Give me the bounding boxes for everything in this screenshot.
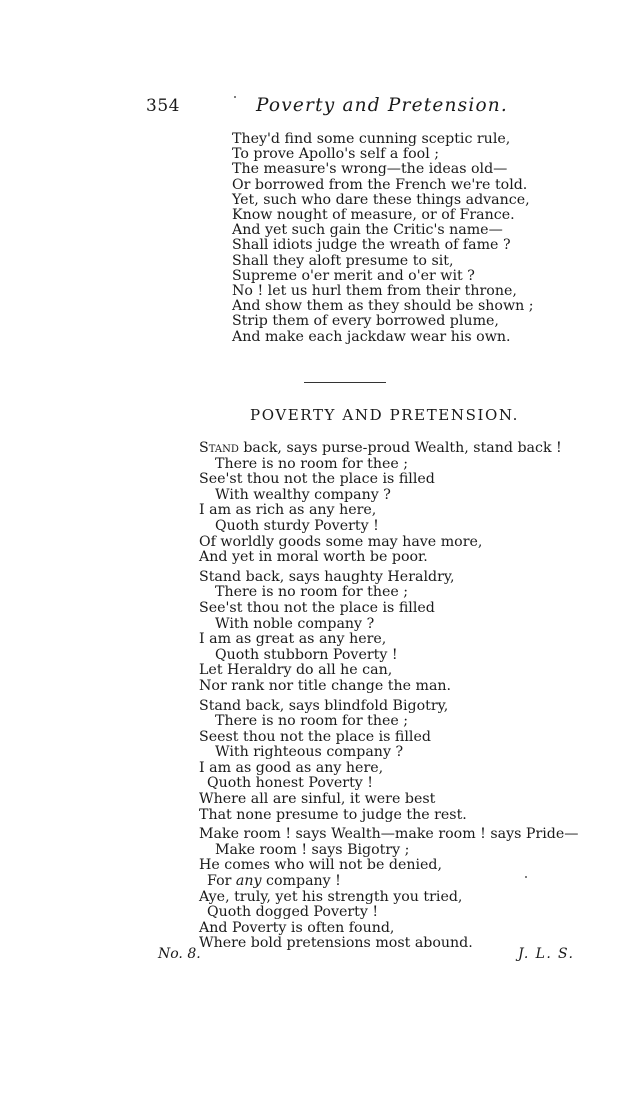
- verse-line: Strip them of every borrowed plume,: [232, 313, 499, 330]
- issue-number: No. 8.: [158, 946, 201, 962]
- verse-text: For: [207, 873, 236, 890]
- poem-title: POVERTY AND PRETENSION.: [250, 406, 520, 424]
- verse-line: Shall they aloft presume to sit,: [232, 252, 454, 269]
- verse-line-rest: back, says purse-proud Wealth, stand back !: [238, 440, 562, 456]
- verse-line: And make each jackdaw wear his own.: [232, 328, 511, 345]
- verse-line: And show them as they should be shown ;: [232, 298, 534, 315]
- verse-line: With wealthy company ?: [215, 486, 391, 503]
- verse-line: Quoth stubborn Poverty !: [215, 646, 398, 663]
- verse-line: Quoth honest Poverty !: [207, 775, 373, 792]
- verse-line: Stand back, says blindfold Bigotry,: [199, 697, 449, 714]
- author-signature: J. L. S.: [518, 946, 575, 962]
- verse-line: Make room ! says Bigotry ;: [215, 841, 410, 858]
- print-speck: [525, 876, 527, 878]
- verse-line: There is no room for thee ;: [215, 455, 409, 472]
- verse-line: [199, 441, 578, 457]
- page-header: [146, 96, 638, 118]
- verse-line: Nor rank nor title change the man.: [199, 677, 452, 694]
- verse-line: And yet such gain the Critic's name—: [232, 222, 503, 239]
- verse-line: Supreme o'er merit and o'er wit ?: [232, 267, 475, 284]
- verse-line: Seest thou not the place is filled: [199, 728, 431, 745]
- verse-line: That none presume to judge the rest.: [199, 806, 467, 823]
- opening-word: Stand: [199, 440, 239, 456]
- verse-line: Where bold pretensions most abound.: [199, 935, 473, 952]
- verse-line: Yet, such who dare these things advance,: [232, 191, 530, 208]
- poem-body: [199, 441, 578, 956]
- verse-line: Quoth dogged Poverty !: [207, 904, 379, 921]
- verse-line: Or borrowed from the French we're told.: [232, 176, 528, 193]
- section-divider: [304, 382, 386, 383]
- verse-line: There is no room for thee ;: [215, 713, 409, 730]
- verse-line: To prove Apollo's self a fool ;: [232, 146, 440, 163]
- verse-line: See'st thou not the place is filled: [199, 471, 435, 488]
- verse-line: See'st thou not the place is filled: [199, 599, 435, 616]
- verse-line: Know nought of measure, or of France.: [232, 207, 515, 224]
- verse-line: I am as great as any here,: [199, 631, 387, 648]
- verse-line: I am as good as any here,: [199, 759, 384, 776]
- page-number: 354: [146, 96, 180, 116]
- verse-line: With noble company ?: [215, 615, 375, 632]
- verse-line: No ! let us hurl them from their throne,: [232, 283, 517, 300]
- print-speck: [234, 96, 236, 98]
- stanza-3: [199, 699, 578, 824]
- verse-line: There is no room for thee ;: [215, 584, 409, 601]
- emphasized-word: any: [235, 873, 262, 890]
- verse-line: They'd find some cunning sceptic rule,: [232, 131, 511, 147]
- verse-line: Let Heraldry do all he can,: [199, 662, 393, 679]
- running-title: Poverty and Pretension.: [256, 95, 508, 116]
- verse-text: company !: [261, 873, 341, 890]
- verse-line: Quoth sturdy Poverty !: [215, 517, 379, 534]
- verse-line: Stand back, says haughty Heraldry,: [199, 568, 455, 585]
- verse-line: I am as rich as any here,: [199, 502, 377, 519]
- verse-line: The measure's wrong—the ideas old—: [232, 161, 508, 178]
- verse-line: With righteous company ?: [215, 744, 404, 761]
- preceding-poem-ending: [232, 132, 534, 345]
- stanza-4: [199, 827, 578, 952]
- verse-line: Where all are sinful, it were best: [199, 791, 436, 808]
- stanza-2: [199, 570, 578, 695]
- verse-line: Of worldly goods some may have more,: [199, 533, 483, 550]
- verse-line: Shall idiots judge the wreath of fame ?: [232, 237, 511, 254]
- verse-line: And yet in moral worth be poor.: [199, 549, 428, 566]
- page-footer: [158, 946, 638, 966]
- verse-line: [199, 874, 578, 890]
- verse-line: Make room ! says Wealth—make room ! says Pride—: [199, 826, 579, 843]
- verse-line: And Poverty is often found,: [199, 919, 395, 936]
- verse-line: He comes who will not be denied,: [199, 857, 443, 874]
- verse-line: Aye, truly, yet his strength you tried,: [199, 888, 463, 905]
- stanza-1: [199, 441, 578, 566]
